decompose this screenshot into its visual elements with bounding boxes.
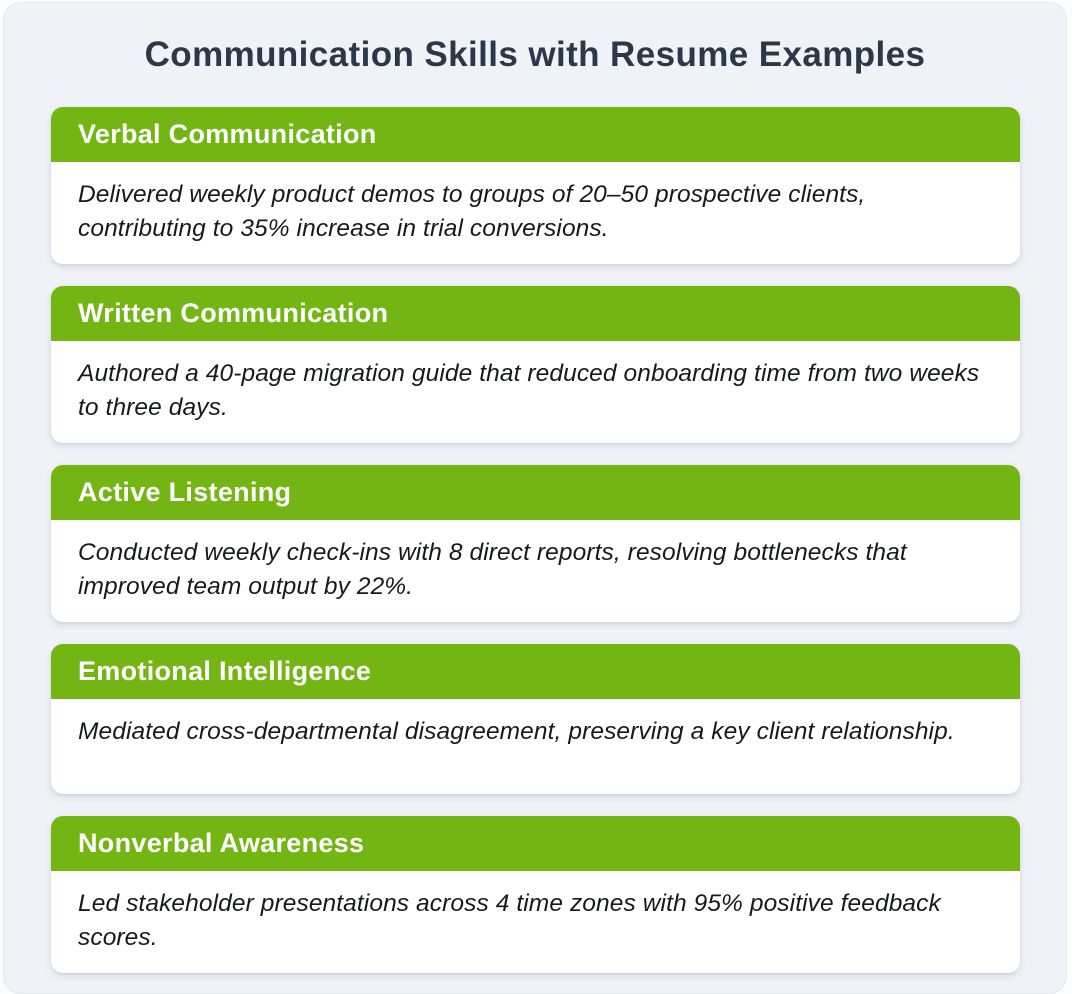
skill-card (51, 286, 1020, 443)
page-title: Communication Skills with Resume Examples (144, 35, 926, 74)
skill-card-title: Verbal Communication (78, 119, 377, 149)
skill-card (51, 816, 1020, 973)
skill-card-title: Written Communication (78, 298, 389, 328)
skill-example-text: Led stakeholder presentations across 4 time zones with 95% positive feedback scores. (78, 890, 941, 951)
skill-card-header (51, 644, 1020, 699)
skill-card (51, 644, 1020, 794)
skill-example-text: Delivered weekly product demos to groups of 20–50 prospective clients, contributing to 35% increase in trial conversions. (78, 181, 866, 242)
skill-example-text: Mediated cross-departmental disagreement, preserving a key client relationship. (78, 718, 955, 745)
skill-card-body (51, 520, 1020, 622)
skill-card (51, 107, 1020, 264)
skill-example-text: Conducted weekly check-ins with 8 direct reports, resolving bottlenecks that improved team output by 22%. (78, 539, 907, 600)
skill-example-text: Authored a 40-page migration guide that reduced onboarding time from two weeks to three days. (78, 360, 980, 421)
skill-card-header (51, 816, 1020, 871)
skill-card-title: Nonverbal Awareness (78, 828, 365, 858)
skill-card-body (51, 162, 1020, 264)
skill-card-body (51, 341, 1020, 443)
skill-card-header (51, 107, 1020, 162)
skill-card-body (51, 699, 1020, 794)
skill-card-title: Active Listening (78, 477, 292, 507)
skill-card-title: Emotional Intelligence (78, 656, 372, 686)
skill-card-header (51, 465, 1020, 520)
skill-card-header (51, 286, 1020, 341)
skill-cards-list (51, 107, 1020, 973)
skill-card (51, 465, 1020, 622)
skill-card-body (51, 871, 1020, 973)
infographic-canvas (3, 2, 1067, 994)
